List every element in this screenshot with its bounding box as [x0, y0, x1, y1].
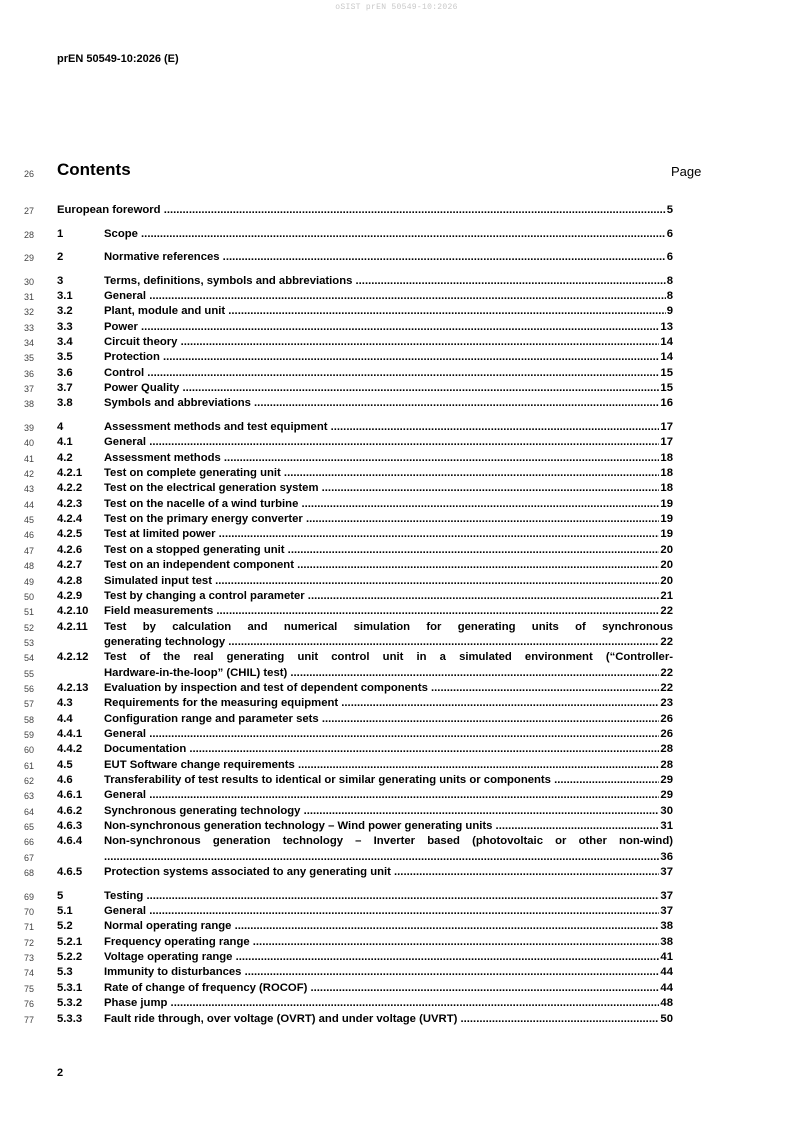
- line-number: 40: [23, 438, 34, 449]
- toc-entry[interactable]: [0, 381, 793, 396]
- section-title: Hardware-in-the-loop” (CHIL) test) .....: [104, 666, 659, 681]
- section-title: Test on an independent component .....: [104, 558, 659, 573]
- line-number: 77: [23, 1014, 34, 1025]
- line-number: 73: [23, 953, 34, 964]
- section-title: Frequency operating range .....: [104, 935, 659, 950]
- page-number-value: 18: [660, 482, 673, 495]
- toc-entry[interactable]: [0, 788, 793, 803]
- section-number: 4.2.10: [57, 605, 89, 618]
- line-number: 52: [23, 622, 34, 633]
- page-number-value: 22: [660, 666, 673, 679]
- section-title: Power Quality .....: [104, 381, 659, 396]
- section-title: Field measurements .....: [104, 604, 659, 619]
- toc-entry[interactable]: [0, 981, 793, 996]
- section-title: Testing .....: [104, 889, 659, 904]
- section-title: Test on complete generating unit .....: [104, 466, 659, 481]
- line-number: 37: [23, 384, 34, 395]
- section-number: 4.2.4: [57, 513, 83, 526]
- section-title: Test of the real generating unit control unit in a simulated environment (“Controller-: [104, 651, 673, 664]
- line-number: 65: [23, 822, 34, 833]
- page-number-value: 18: [660, 451, 673, 464]
- line-number: 33: [23, 322, 34, 333]
- page-number-value: 18: [660, 467, 673, 480]
- section-number: 4.6.5: [57, 866, 83, 879]
- section-title: Terms, definitions, symbols and abbreviations .....: [104, 274, 666, 289]
- toc-entry[interactable]: [0, 950, 793, 965]
- section-number: 4.4.2: [57, 743, 83, 756]
- page-number-value: 14: [660, 351, 673, 364]
- section-number: 4.2.12: [57, 651, 89, 664]
- line-number: 72: [23, 937, 34, 948]
- line-number: 53: [23, 637, 34, 648]
- section-title: Test on a stopped generating unit .....: [104, 543, 659, 558]
- toc-entry[interactable]: [0, 965, 793, 980]
- page-number-value: 29: [660, 774, 673, 787]
- section-number: 4.2.1: [57, 467, 83, 480]
- toc-entry[interactable]: [0, 366, 793, 381]
- section-title: Simulated input test .....: [104, 574, 659, 589]
- page-column-label: Page: [671, 164, 702, 179]
- section-title: Test on the electrical generation system .....: [104, 481, 659, 496]
- section-number: 3.7: [57, 382, 73, 395]
- line-number: 56: [23, 683, 34, 694]
- line-number: 43: [23, 484, 34, 495]
- section-number: 3.4: [57, 336, 73, 349]
- line-number: 51: [23, 607, 34, 618]
- page-number-value: 26: [660, 728, 673, 740]
- section-number: 3.3: [57, 320, 73, 333]
- page-number-value: 50: [660, 1012, 673, 1025]
- section-number: 3.6: [57, 366, 73, 379]
- section-number: 5.3.3: [57, 1012, 83, 1025]
- toc-entry[interactable]: [0, 850, 793, 865]
- toc-entry[interactable]: [0, 481, 793, 496]
- page-number-value: 14: [660, 336, 673, 349]
- section-number: 4.1: [57, 436, 73, 449]
- toc-entry[interactable]: [0, 589, 793, 604]
- line-number: 48: [23, 561, 34, 572]
- section-number: 4: [57, 421, 64, 433]
- section-title: Documentation .....: [104, 742, 659, 757]
- toc-entry[interactable]: [0, 543, 793, 558]
- section-number: 4.6.1: [57, 789, 83, 802]
- line-number: 57: [23, 699, 34, 710]
- section-number: 5.2: [57, 920, 73, 933]
- line-number: 46: [23, 530, 34, 541]
- toc-entry[interactable]: [0, 274, 793, 289]
- toc-entry[interactable]: [0, 227, 793, 242]
- section-number: 3.2: [57, 305, 73, 318]
- page-number-value: 6: [666, 251, 673, 264]
- page-number-value: 19: [660, 513, 673, 526]
- section-title: Fault ride through, over voltage (OVRT) and under voltage (UVRT) .....: [104, 1012, 659, 1027]
- section-title: Symbols and abbreviations .....: [104, 396, 659, 411]
- section-number: 4.4: [57, 712, 73, 725]
- section-number: 4.4.1: [57, 728, 83, 740]
- line-number: 71: [23, 922, 34, 933]
- page-number-value: 8: [666, 274, 673, 287]
- line-number: 70: [23, 907, 34, 918]
- toc-entry[interactable]: [0, 203, 793, 218]
- line-number: 45: [23, 515, 34, 526]
- document-id: prEN 50549-10:2026 (E): [57, 53, 179, 65]
- line-number: 28: [23, 229, 34, 240]
- section-number: 4.2.11: [57, 620, 88, 633]
- toc-entry[interactable]: [0, 620, 793, 635]
- page-number-value: 48: [660, 997, 673, 1010]
- line-number: 74: [23, 968, 34, 979]
- page-number-value: 20: [660, 543, 673, 556]
- toc-entry[interactable]: [0, 304, 793, 319]
- section-title: Transferability of test results to identical or similar generating units or components .....: [104, 773, 659, 788]
- line-number: 58: [23, 714, 34, 725]
- toc-entry[interactable]: [0, 650, 793, 665]
- page-number-value: 28: [660, 743, 673, 756]
- toc-entry[interactable]: [0, 635, 793, 650]
- line-number: 54: [23, 653, 34, 664]
- page-number-value: 15: [660, 366, 673, 379]
- section-number: 4.2.3: [57, 497, 83, 510]
- line-number: 44: [23, 499, 34, 510]
- section-number: 5.2.1: [57, 935, 83, 948]
- line-number: 32: [23, 307, 34, 318]
- section-number: 3.5: [57, 351, 73, 364]
- toc-entry[interactable]: [0, 435, 793, 450]
- page-number-value: 20: [660, 559, 673, 572]
- section-title: General .....: [104, 289, 666, 304]
- toc-entry[interactable]: [0, 574, 793, 589]
- toc-entry[interactable]: [0, 996, 793, 1011]
- section-number: 5.3.1: [57, 981, 83, 994]
- toc-entry[interactable]: [0, 396, 793, 411]
- page-number-value: 23: [660, 697, 673, 710]
- toc-entry[interactable]: [0, 451, 793, 466]
- toc-entry[interactable]: [0, 819, 793, 834]
- line-number: 31: [23, 292, 34, 302]
- section-title: generating technology .....: [104, 635, 659, 650]
- section-title: Evaluation by inspection and test of dependent components .....: [104, 681, 659, 696]
- section-title: Normal operating range .....: [104, 919, 659, 934]
- page-number-value: 28: [660, 758, 673, 771]
- footer-page-number: 2: [57, 1067, 64, 1079]
- line-number: 55: [23, 668, 34, 679]
- section-title: Test on the primary energy converter .....: [104, 512, 659, 527]
- line-number: 61: [23, 760, 34, 771]
- section-number: 3.1: [57, 290, 73, 302]
- page-number-value: 21: [660, 589, 673, 602]
- section-title: Normative references .....: [104, 250, 666, 265]
- section-number: 4.2.7: [57, 559, 83, 572]
- page-number-value: 6: [666, 227, 673, 240]
- section-number: 1: [57, 227, 64, 240]
- section-number: 4.3: [57, 697, 73, 710]
- toc-entry[interactable]: [0, 758, 793, 773]
- toc-entry[interactable]: [0, 681, 793, 696]
- section-title: Circuit theory .....: [104, 335, 659, 350]
- line-number: 42: [23, 469, 34, 480]
- section-title: Voltage operating range .....: [104, 950, 659, 965]
- section-title: Test on the nacelle of a wind turbine .....: [104, 497, 659, 512]
- toc-entry[interactable]: [0, 742, 793, 757]
- toc-entry[interactable]: [0, 497, 793, 512]
- page-number-value: 22: [660, 605, 673, 618]
- page-number-value: 36: [660, 850, 673, 863]
- section-number: 5.3: [57, 966, 73, 979]
- toc-entry[interactable]: [0, 904, 793, 919]
- toc-entry[interactable]: [0, 919, 793, 934]
- section-title: Protection .....: [104, 350, 659, 365]
- section-title: Test by calculation and numerical simulation for generating units of synchronous: [104, 620, 673, 633]
- toc-entry[interactable]: [0, 712, 793, 727]
- section-number: 3.8: [57, 397, 73, 410]
- section-number: 2: [57, 251, 64, 264]
- page-number-value: 16: [660, 397, 673, 410]
- line-number: 49: [23, 576, 34, 587]
- section-number: 4.6.2: [57, 804, 83, 817]
- page-number-value: 13: [660, 320, 673, 333]
- page-number-value: 9: [666, 305, 673, 318]
- section-title: Non-synchronous generation technology – Inverter based (photovoltaic or other non-wind): [104, 835, 673, 848]
- line-number: 67: [23, 852, 34, 863]
- page-number-value: 20: [660, 574, 673, 587]
- toc-entry[interactable]: [0, 804, 793, 819]
- section-title: Scope .....: [104, 227, 666, 242]
- page-number-value: 8: [666, 290, 673, 302]
- section-title: EUT Software change requirements .....: [104, 758, 659, 773]
- page-number-value: 22: [660, 681, 673, 694]
- section-title: Protection systems associated to any generating unit .....: [104, 865, 659, 880]
- page-number-value: 19: [660, 528, 673, 541]
- page-number-value: 26: [660, 712, 673, 725]
- page-number-value: 15: [660, 382, 673, 395]
- section-title: [104, 850, 659, 865]
- line-number: 59: [23, 730, 34, 740]
- page-number-value: 37: [660, 905, 673, 918]
- toc-entry[interactable]: [0, 727, 793, 742]
- line-number: 29: [23, 253, 34, 264]
- toc-entry[interactable]: [0, 335, 793, 350]
- toc-entry[interactable]: [0, 350, 793, 365]
- line-number: 39: [23, 423, 34, 433]
- line-number: 75: [23, 983, 34, 994]
- line-number: 76: [23, 999, 34, 1010]
- line-number: 50: [23, 591, 34, 602]
- line-number: 63: [23, 791, 34, 802]
- line-number: 41: [23, 453, 34, 464]
- toc-entry[interactable]: [0, 558, 793, 573]
- section-number: 4.2.2: [57, 482, 83, 495]
- section-number: 5.2.2: [57, 951, 83, 964]
- section-number: 4.5: [57, 758, 73, 771]
- section-title: Test by changing a control parameter .....: [104, 589, 659, 604]
- toc-entry[interactable]: [0, 1012, 793, 1027]
- page-number-value: 19: [660, 497, 673, 510]
- section-number: 4.2.8: [57, 574, 83, 587]
- section-number: 5.3.2: [57, 997, 83, 1010]
- page-number-value: 38: [660, 935, 673, 948]
- section-title: Rate of change of frequency (ROCOF) .....: [104, 981, 659, 996]
- section-number: 4.2.9: [57, 589, 83, 602]
- section-title: Assessment methods and test equipment .....: [104, 420, 659, 435]
- section-title: Immunity to disturbances .....: [104, 965, 659, 980]
- section-title: Power .....: [104, 320, 659, 335]
- section-title: General .....: [104, 904, 659, 919]
- page-number-value: 29: [660, 789, 673, 802]
- toc-entry[interactable]: [0, 250, 793, 265]
- line-number: 38: [23, 399, 34, 410]
- toc-entry[interactable]: [0, 466, 793, 481]
- toc-entry[interactable]: [0, 935, 793, 950]
- toc-entry[interactable]: [0, 289, 793, 304]
- page-number-value: 30: [660, 804, 673, 817]
- section-title: General .....: [104, 727, 659, 742]
- section-number: 4.2: [57, 451, 73, 464]
- page-number-value: 31: [660, 820, 673, 833]
- section-number: 4.6.4: [57, 835, 83, 848]
- line-number: 62: [23, 776, 34, 787]
- line-number: 36: [23, 368, 34, 379]
- watermark: oSIST prEN 50549-10:2026: [335, 3, 458, 12]
- toc-entry[interactable]: [0, 865, 793, 880]
- section-number: 4.2.13: [57, 681, 89, 694]
- toc-entry[interactable]: [0, 773, 793, 788]
- contents-title: Contents: [57, 160, 131, 179]
- toc-entry[interactable]: [0, 889, 793, 904]
- page-number-value: 44: [660, 966, 673, 979]
- section-title: Phase jump .....: [104, 996, 659, 1011]
- section-number: 4.6: [57, 774, 73, 787]
- page-number-value: 37: [660, 889, 673, 902]
- section-title: Plant, module and unit .....: [104, 304, 666, 319]
- section-title: Control .....: [104, 366, 659, 381]
- toc-entry[interactable]: [0, 696, 793, 711]
- line-number: 35: [23, 353, 34, 364]
- section-number: 5.1: [57, 905, 73, 918]
- page-number-value: 22: [660, 635, 673, 648]
- page-number-value: 37: [660, 866, 673, 879]
- section-title: Synchronous generating technology .....: [104, 804, 659, 819]
- page-number-value: 17: [660, 421, 673, 433]
- toc-entry[interactable]: [0, 527, 793, 542]
- page-number-value: 5: [666, 204, 673, 216]
- section-number: 3: [57, 274, 64, 287]
- section-number: 5: [57, 889, 64, 902]
- line-number: 68: [23, 868, 34, 879]
- line-number: 66: [23, 837, 34, 848]
- line-number: 64: [23, 806, 34, 817]
- page-number-value: 38: [660, 920, 673, 933]
- line-number: 26: [23, 169, 34, 179]
- line-number: 34: [23, 338, 34, 349]
- line-number: 47: [23, 545, 34, 556]
- section-title: Non-synchronous generation technology – Wind power generating units .....: [104, 819, 659, 834]
- toc-entry[interactable]: [0, 320, 793, 335]
- line-number: 60: [23, 745, 34, 756]
- section-number: 4.6.3: [57, 820, 83, 833]
- line-number: 69: [23, 891, 34, 902]
- page-number-value: 44: [660, 981, 673, 994]
- section-title: Assessment methods .....: [104, 451, 659, 466]
- toc-entry[interactable]: [0, 420, 793, 435]
- page-number-value: 41: [660, 951, 673, 964]
- toc-entry[interactable]: [0, 834, 793, 849]
- page-number-value: 17: [660, 436, 673, 449]
- section-title: Configuration range and parameter sets .....: [104, 712, 659, 727]
- line-number: 30: [23, 276, 34, 287]
- section-title: European foreword .....: [57, 203, 666, 218]
- toc-entry[interactable]: [0, 512, 793, 527]
- section-number: 4.2.5: [57, 528, 83, 541]
- section-title: General .....: [104, 788, 659, 803]
- toc-entry[interactable]: [0, 666, 793, 681]
- section-title: Requirements for the measuring equipment .....: [104, 696, 659, 711]
- section-title: Test at limited power .....: [104, 527, 659, 542]
- toc-entry[interactable]: [0, 604, 793, 619]
- section-number: 4.2.6: [57, 543, 83, 556]
- section-title: General .....: [104, 435, 659, 450]
- line-number: 27: [23, 206, 34, 216]
